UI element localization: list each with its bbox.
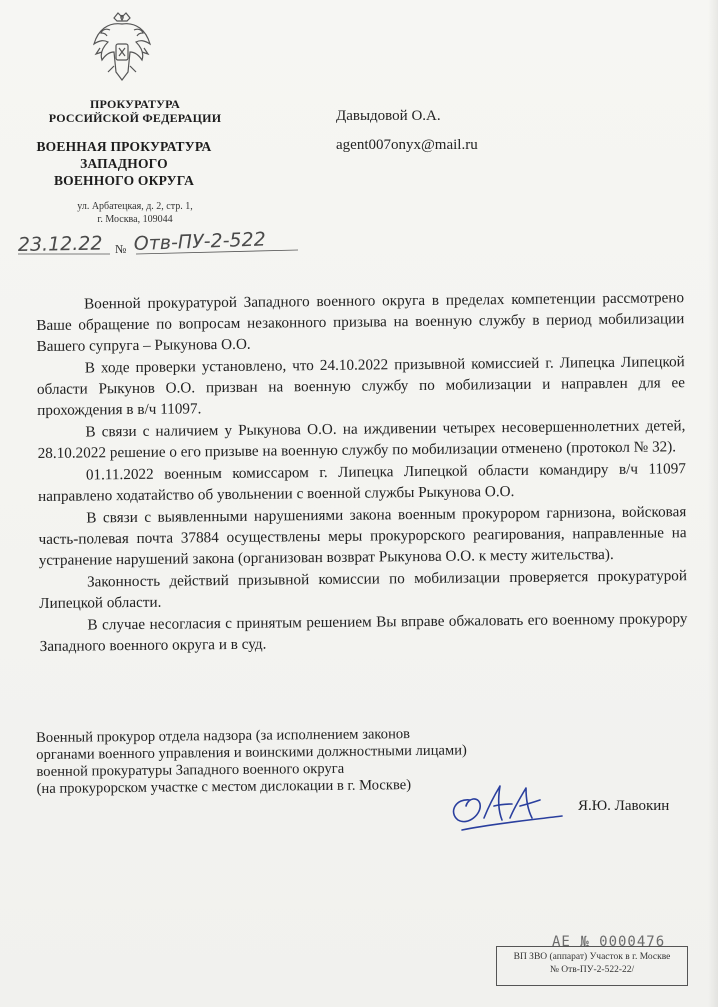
page-edge-shadow	[708, 0, 718, 1007]
body-paragraph: В связи с выявленными нарушениями закона военным прокурором гарнизона, войсковая часть-полевая почта 37884 осуществлены меры прокурорского реагирования, направленные на устранение нарушений закона (организован возврат Рыкунова О.О. к месту жительства).	[38, 503, 687, 569]
dept-name-line3: ВОЕННОГО ОКРУГА	[53, 173, 195, 188]
recipient-email: agent007onyx@mail.ru	[336, 137, 478, 153]
handwritten-number: Отв-ПУ-2-522	[133, 228, 267, 255]
address-line2: г. Москва, 109044	[97, 214, 173, 225]
stamp-line: № Отв-ПУ-2-522-22/	[549, 965, 635, 975]
coat-of-arms-emblem	[88, 10, 156, 84]
dept-name-line1: ВОЕННАЯ ПРОКУРАТУРА	[36, 139, 212, 154]
letter-body	[36, 287, 688, 658]
dept-name-line2: ЗАПАДНОГО	[80, 156, 168, 171]
registration-stamp	[496, 946, 688, 986]
signatory-line: (на прокурорском участке с местом дислокации в г. Москве)	[36, 777, 412, 797]
recipient-name: Давыдовой О.А.	[336, 108, 441, 124]
stamp-serial: АЕ № 0000476	[552, 934, 666, 950]
body-paragraph: Военной прокуратурой Западного военного округа в пределах компетенции рассмотрено Ваше обращение по вопросам незаконного призыва на военную службу в период мобилизации Вашего супруга – Рыкунова О.О.	[36, 289, 685, 355]
handwritten-signature	[440, 778, 570, 838]
stamp-line: ВП ЗВО (аппарат) Участок в г. Москве	[513, 952, 671, 962]
org-name-line1: ПРОКУРАТУРА	[89, 97, 181, 111]
body-paragraph: В случае несогласия с принятым решением Вы вправе обжаловать его военному прокурору Западного военного округа и в суд.	[39, 610, 688, 655]
date-number-line	[12, 226, 302, 262]
body-paragraph: 01.11.2022 военным комиссаром г. Липецка Липецкой области командиру в/ч 11097 направлено ходатайство об увольнении с военной службы Рыкунова О.О.	[38, 460, 686, 505]
org-name-line2: РОССИЙСКОЙ ФЕДЕРАЦИИ	[48, 111, 222, 125]
signatory-line: военной прокуратуры Западного военного округа	[36, 760, 345, 780]
body-paragraph: Законность действий призывной комиссии по мобилизации проверяется прокуратурой Липецкой области.	[39, 567, 688, 612]
signatory-line: органами военного управления и воинскими должностными лицами)	[36, 742, 467, 763]
signatory-name: Я.Ю. Лавокин	[578, 798, 670, 814]
address-line1: ул. Арбатецкая, д. 2, стр. 1,	[77, 201, 193, 212]
body-paragraph: В связи с наличием у Рыкунова О.О. на иждивении четырех несовершеннолетних детей, 28.10.2022 решение о его призыве на военную службу по мобилизации отменено (протокол № 32).	[37, 417, 686, 462]
body-paragraph: В ходе проверки установлено, что 24.10.2022 призывной комиссией г. Липецка Липецкой области Рыкунов О.О. призван на военную службу по мобилизации и направлен для ее прохождения в в/ч 11097.	[36, 353, 686, 419]
handwritten-date: 23.12.22	[17, 232, 103, 256]
number-symbol: №	[115, 242, 127, 256]
signatory-line: Военный прокурор отдела надзора (за исполнением законов	[36, 726, 411, 746]
